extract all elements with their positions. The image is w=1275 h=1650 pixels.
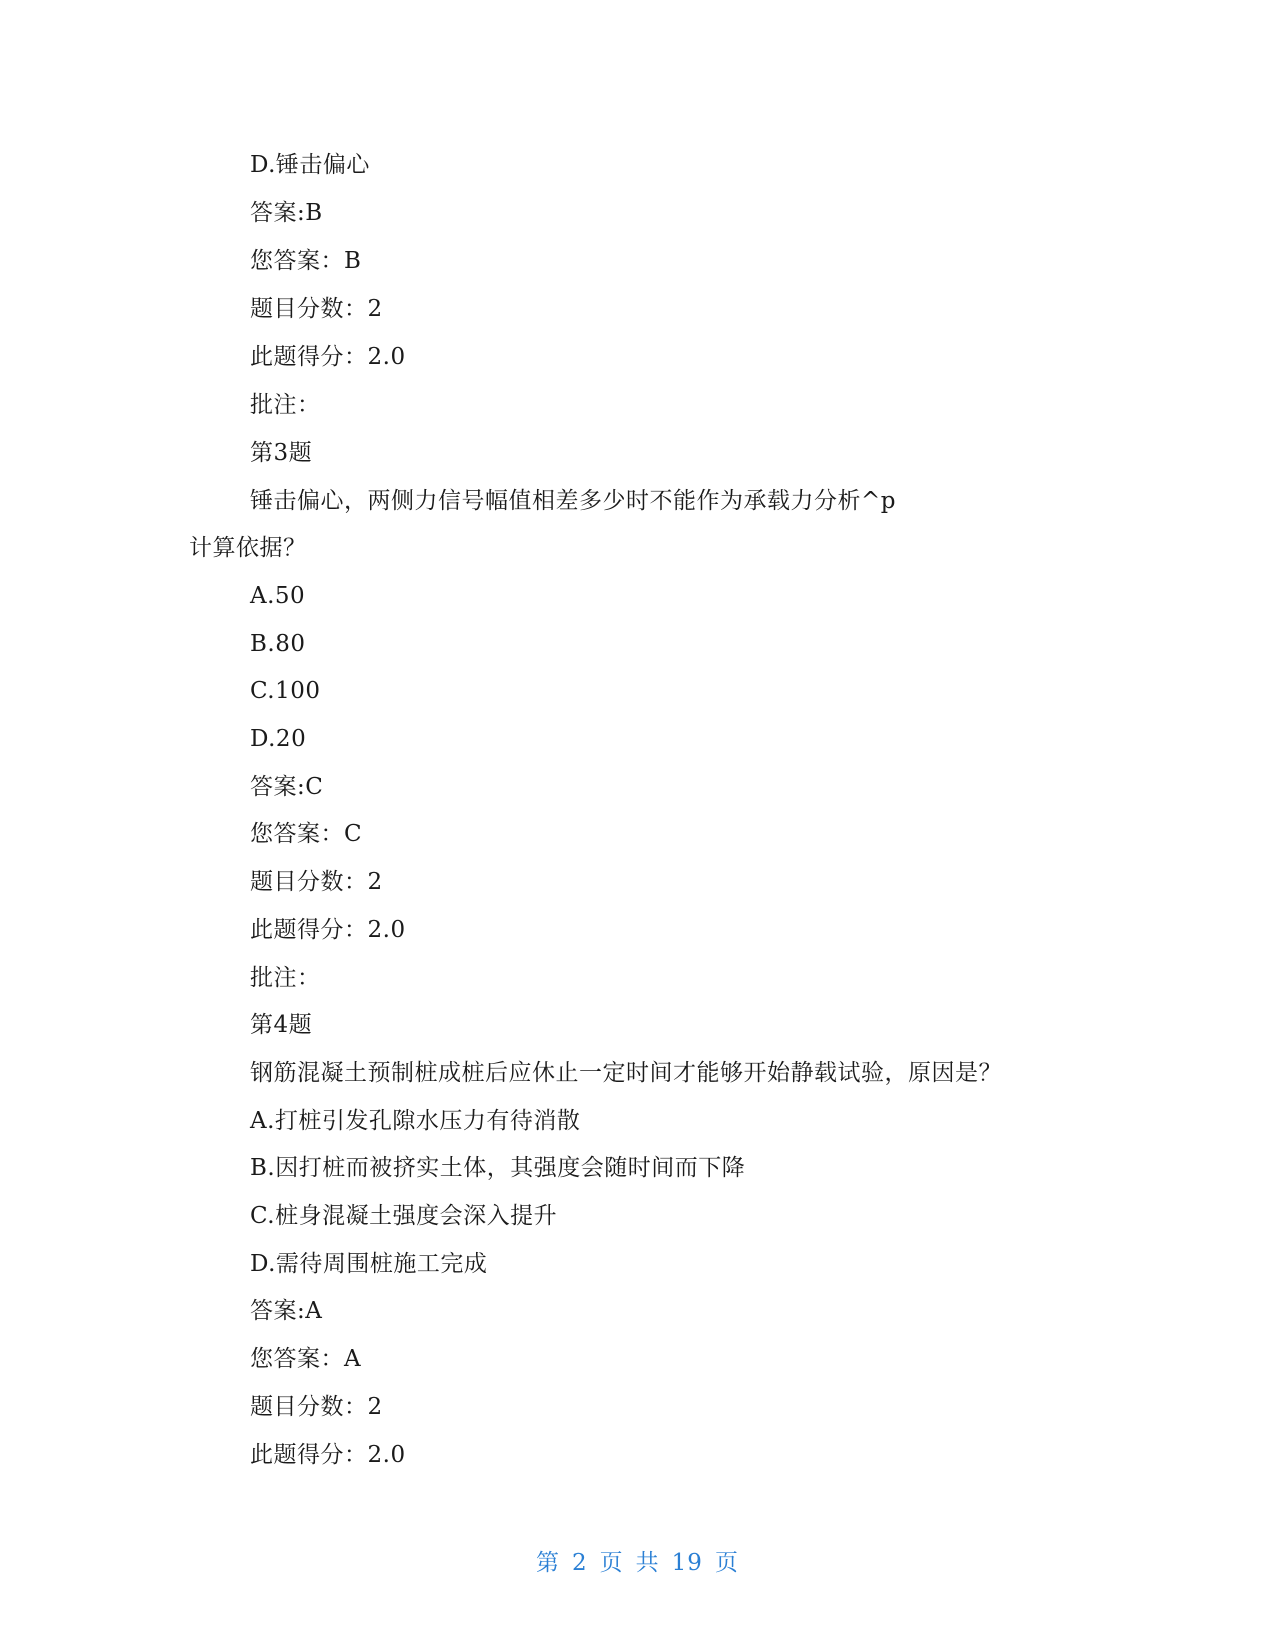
comment-q2: 批注：	[250, 392, 321, 418]
question-text-3-continued: 计算依据？	[189, 535, 307, 561]
correct-answer-q4: 答案:A	[250, 1298, 323, 1324]
option-a-q3: A.50	[250, 583, 306, 609]
earned-score-q2: 此题得分：2.0	[250, 344, 406, 370]
correct-answer-q3: 答案:C	[250, 774, 324, 800]
comment-q3: 批注：	[250, 965, 321, 991]
option-d-q2: D.锤击偏心	[250, 152, 370, 178]
correct-answer-q2: 答案:B	[250, 200, 323, 226]
option-c-q3: C.100	[250, 678, 321, 704]
footer-prefix: 第	[536, 1550, 561, 1576]
footer-current-page: 2	[572, 1550, 588, 1576]
earned-score-q4: 此题得分：2.0	[250, 1442, 406, 1468]
option-c-q4: C.桩身混凝土强度会深入提升	[250, 1203, 558, 1229]
option-b-q4: B.因打桩而被挤实土体，其强度会随时间而下降	[250, 1155, 746, 1181]
your-answer-q2: 您答案：B	[250, 248, 362, 274]
your-answer-q4: 您答案：A	[250, 1346, 362, 1372]
footer-page-word: 页	[599, 1550, 624, 1576]
option-d-q4: D.需待周围桩施工完成	[250, 1251, 488, 1277]
footer-suffix: 页	[714, 1550, 739, 1576]
footer-total-word: 共	[635, 1550, 660, 1576]
your-answer-q3: 您答案：C	[250, 821, 363, 847]
earned-score-q3: 此题得分：2.0	[250, 917, 406, 943]
question-text-3: 锤击偏心，两侧力信号幅值相差多少时不能作为承载力分析^p	[250, 488, 896, 514]
question-score-q2: 题目分数：2	[250, 296, 383, 322]
question-text-4: 钢筋混凝土预制桩成桩后应休止一定时间才能够开始静载试验，原因是？	[250, 1060, 1002, 1086]
page-footer	[0, 1548, 1275, 1578]
question-score-q4: 题目分数：2	[250, 1394, 383, 1420]
option-d-q3: D.20	[250, 726, 307, 752]
option-b-q3: B.80	[250, 631, 306, 657]
question-score-q3: 题目分数：2	[250, 869, 383, 895]
question-number-4: 第4题	[250, 1012, 313, 1038]
footer-total-pages: 19	[671, 1550, 703, 1576]
question-number-3: 第3题	[250, 440, 313, 466]
option-a-q4: A.打桩引发孔隙水压力有待消散	[250, 1108, 581, 1134]
